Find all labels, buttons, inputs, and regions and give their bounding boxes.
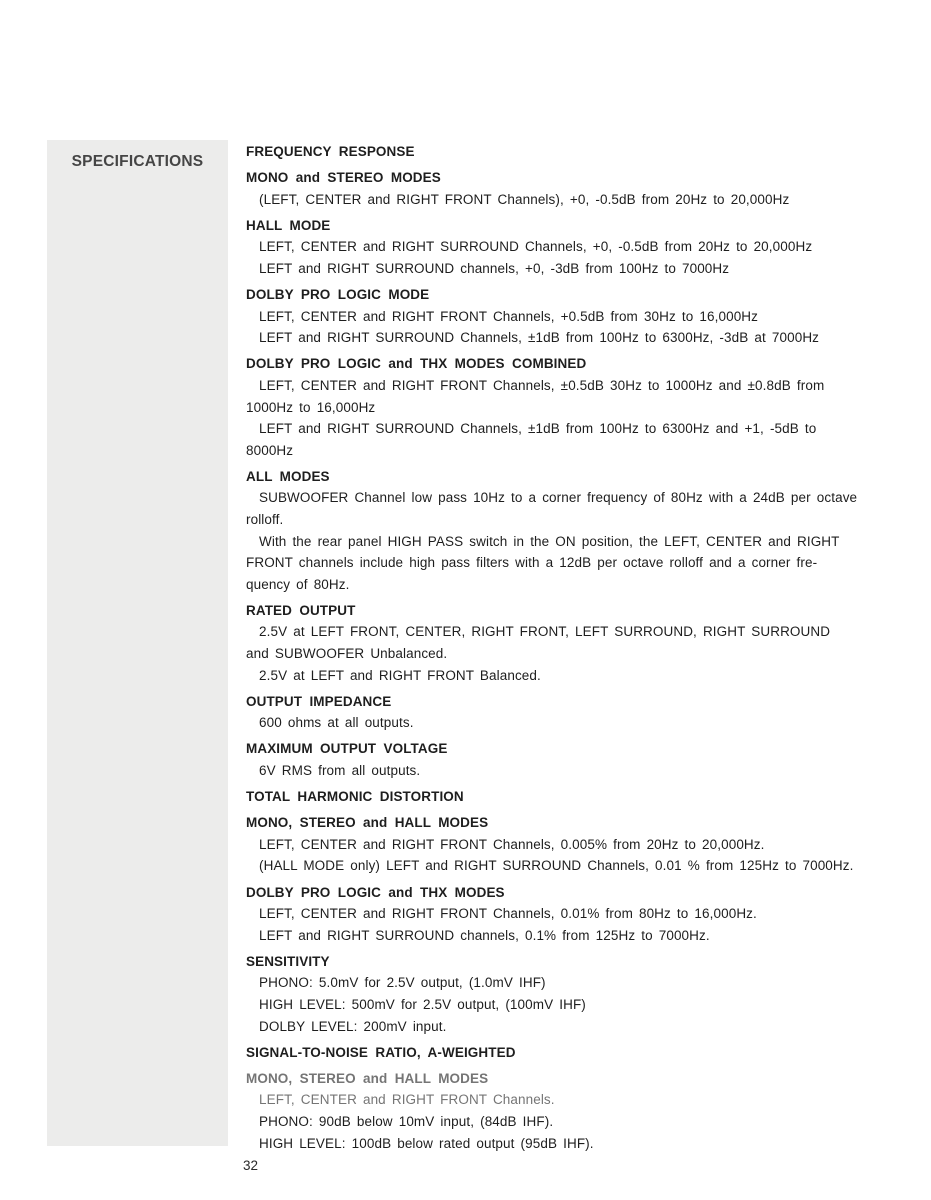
spec-line: PHONO: 5.0mV for 2.5V output, (1.0mV IHF)	[259, 975, 546, 991]
spec-line: LEFT, CENTER and RIGHT FRONT Channels, +0.5dB from 30Hz to 16,000Hz	[259, 308, 759, 324]
spec-line: LEFT, CENTER and RIGHT FRONT Channels.	[259, 1092, 555, 1108]
spec-line: LEFT, CENTER and RIGHT SURROUND Channels, +0, -0.5dB from 20Hz to 20,000Hz	[259, 239, 813, 255]
spec-line: LEFT and RIGHT SURROUND channels, 0.1% from 125Hz to 7000Hz.	[259, 927, 710, 943]
specifications-sidebar	[47, 140, 228, 1146]
section-heading: MONO and STEREO MODES	[246, 170, 441, 186]
page-number: 32	[243, 1158, 259, 1173]
section-heading: FREQUENCY RESPONSE	[246, 144, 415, 159]
spec-line: 8000Hz	[246, 442, 294, 458]
section-heading: OUTPUT IMPEDANCE	[246, 693, 392, 709]
spec-line: (LEFT, CENTER and RIGHT FRONT Channels), +0, -0.5dB from 20Hz to 20,000Hz	[259, 191, 790, 207]
spec-line: and SUBWOOFER Unbalanced.	[246, 646, 448, 662]
spec-line: 600 ohms at all outputs.	[259, 715, 414, 731]
spec-line: DOLBY LEVEL: 200mV input.	[259, 1018, 447, 1034]
spec-line: LEFT, CENTER and RIGHT FRONT Channels, 0.01% from 80Hz to 16,000Hz.	[259, 906, 757, 922]
spec-content	[246, 141, 886, 1154]
spec-line: PHONO: 90dB below 10mV input, (84dB IHF).	[259, 1113, 554, 1129]
spec-line: quency of 80Hz.	[246, 576, 350, 592]
spec-line: 6V RMS from all outputs.	[259, 763, 421, 779]
spec-line: LEFT and RIGHT SURROUND Channels, ±1dB from 100Hz to 6300Hz and +1, -5dB to	[259, 421, 817, 437]
spec-line: With the rear panel HIGH PASS switch in the ON position, the LEFT, CENTER and RIGHT	[259, 533, 840, 549]
spec-line: 1000Hz to 16,000Hz	[246, 399, 376, 415]
section-heading: MAXIMUM OUTPUT VOLTAGE	[246, 741, 448, 757]
spec-line: LEFT, CENTER and RIGHT FRONT Channels, ±0.5dB 30Hz to 1000Hz and ±0.8dB from	[259, 377, 825, 393]
spec-line: SUBWOOFER Channel low pass 10Hz to a corner frequency of 80Hz with a 24dB per octave	[259, 490, 858, 506]
section-heading: MONO, STEREO and HALL MODES	[246, 815, 489, 831]
spec-line: 2.5V at LEFT FRONT, CENTER, RIGHT FRONT, LEFT SURROUND, RIGHT SURROUND	[259, 624, 831, 640]
section-heading: DOLBY PRO LOGIC and THX MODES COMBINED	[246, 356, 587, 372]
spec-line: 2.5V at LEFT and RIGHT FRONT Balanced.	[259, 667, 541, 683]
spec-line: (HALL MODE only) LEFT and RIGHT SURROUND Channels, 0.01 % from 125Hz to 7000Hz.	[259, 858, 854, 874]
spec-line: HIGH LEVEL: 100dB below rated output (95dB IHF).	[259, 1135, 594, 1151]
section-heading: SENSITIVITY	[246, 953, 330, 969]
section-heading: DOLBY PRO LOGIC and THX MODES	[246, 884, 505, 900]
section-heading: TOTAL HARMONIC DISTORTION	[246, 789, 464, 805]
sidebar-title: SPECIFICATIONS	[71, 153, 204, 170]
spec-line: HIGH LEVEL: 500mV for 2.5V output, (100mV IHF)	[259, 996, 586, 1012]
spec-line: FRONT channels include high pass filters with a 12dB per octave rolloff and a corner fre-	[246, 555, 818, 571]
section-heading: DOLBY PRO LOGIC MODE	[246, 287, 430, 303]
section-heading: ALL MODES	[246, 468, 330, 484]
section-heading: HALL MODE	[246, 217, 331, 233]
spec-line: LEFT, CENTER and RIGHT FRONT Channels, 0.005% from 20Hz to 20,000Hz.	[259, 836, 765, 852]
spec-line: LEFT and RIGHT SURROUND Channels, ±1dB from 100Hz to 6300Hz, -3dB at 7000Hz	[259, 330, 820, 346]
section-heading: SIGNAL-TO-NOISE RATIO, A-WEIGHTED	[246, 1044, 516, 1060]
section-heading: RATED OUTPUT	[246, 602, 356, 618]
section-heading: MONO, STEREO and HALL MODES	[246, 1070, 489, 1086]
spec-line: LEFT and RIGHT SURROUND channels, +0, -3dB from 100Hz to 7000Hz	[259, 260, 730, 276]
spec-line: rolloff.	[246, 512, 284, 527]
